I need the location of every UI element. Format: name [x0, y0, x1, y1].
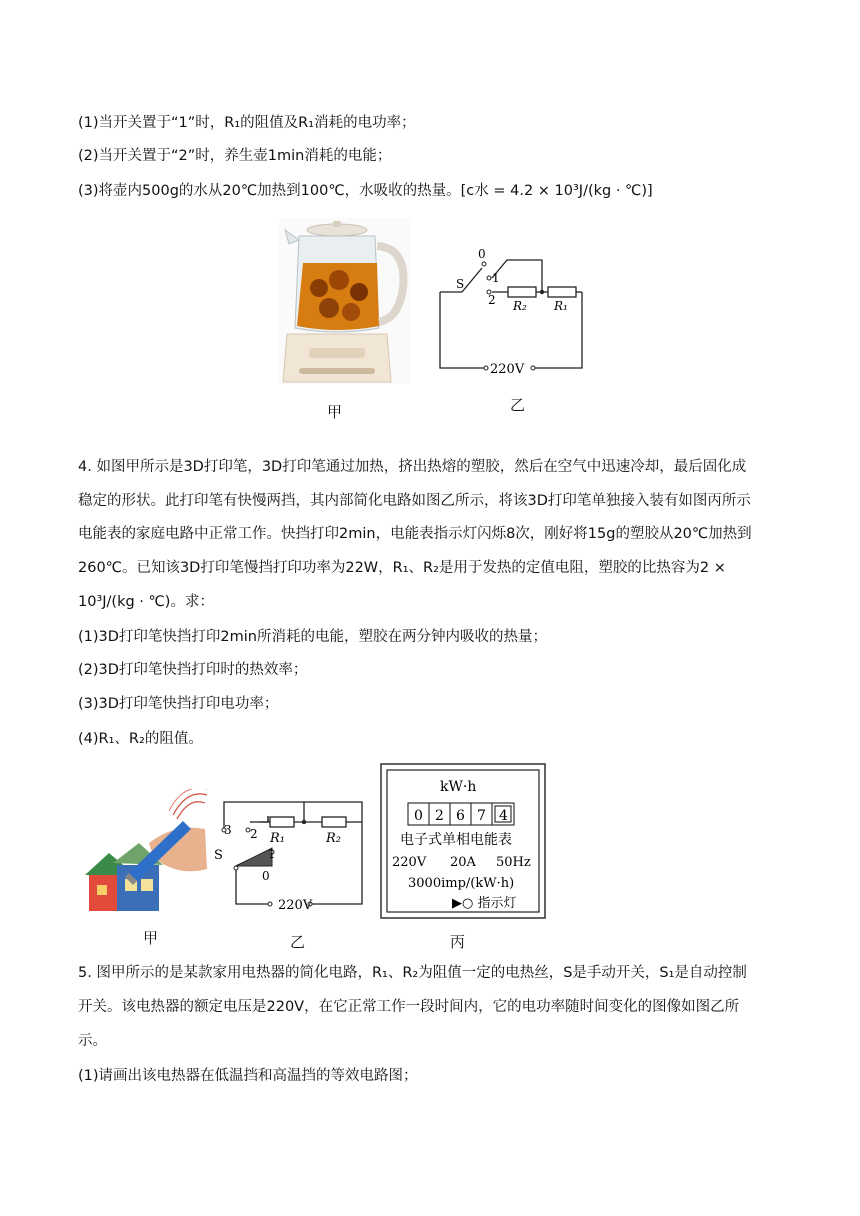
meter-constant: 3000imp/(kW·h) — [408, 876, 515, 891]
q4-switch-pos3-label: 3 — [224, 823, 232, 837]
q4-circuit-diagram — [212, 796, 372, 916]
q5-stem-line-1: 5. 图甲所示的是某款家用电热器的简化电路，R₁、R₂为阻值一定的电热丝，S是手动开关，S₁是自动控制 — [78, 965, 747, 981]
q4-stem-line-2: 稳定的形状。此打印笔有快慢两挡，其内部简化电路如图乙所示，将该3D打印笔单独接入装有如图丙所示 — [78, 493, 751, 509]
q3-fig-a-caption: 甲 — [327, 403, 343, 421]
q3-r1-label: R₁ — [554, 299, 568, 313]
meter-digit-1: 0 — [414, 808, 423, 824]
meter-name: 电子式单相电能表 — [400, 832, 512, 848]
q4-stem-line-4: 260℃。已知该3D打印笔慢挡打印功率为22W，R₁、R₂是用于发热的定值电阻，塑胶的比热容为2 × — [78, 560, 726, 576]
q5-item-1: (1)请画出该电热器在低温挡和高温挡的等效电路图； — [78, 1068, 418, 1084]
kettle-photo — [279, 218, 411, 384]
q4-fig-b-caption: 乙 — [290, 933, 306, 951]
q4-switch-pos2-label: 2 — [250, 827, 258, 841]
q4-r2-label: R₂ — [326, 831, 341, 846]
q4-voltage-label: 220V — [278, 898, 313, 913]
q3-voltage-label: 220V — [490, 362, 525, 377]
q4-stem-line-1: 4. 如图甲所示是3D打印笔，3D打印笔通过加热，挤出热熔的塑胶，然后在空气中迅速冷却，最后固化成 — [78, 459, 747, 475]
q4-stem-line-5: 10³J/(kg · ℃)。求： — [78, 594, 214, 610]
meter-digit-4: 7 — [477, 808, 486, 824]
meter-digit-3: 6 — [456, 808, 465, 824]
q4-fig-a-caption: 甲 — [143, 929, 159, 947]
q3-item-2: (2)当开关置于“2”时，养生壶1min消耗的电能； — [78, 148, 392, 164]
q3-fig-b-caption: 乙 — [510, 396, 526, 414]
q4-stem-line-3: 电能表的家庭电路中正常工作。快挡打印2min，电能表指示灯闪烁8次，刚好将15g的塑胶从20℃加热到 — [78, 526, 752, 542]
q4-switch-label: S — [214, 848, 223, 863]
q4-item-1: (1)3D打印笔快挡打印2min所消耗的电能，塑胶在两分钟内吸收的热量； — [78, 629, 547, 645]
meter-indicator-label: ▶○ 指示灯 — [452, 896, 517, 911]
q4-fig-c-caption: 丙 — [450, 933, 466, 951]
q4-switch-pos1-label: 1 — [268, 847, 276, 861]
meter-unit: kW·h — [440, 779, 477, 795]
q5-stem-line-2: 开关。该电热器的额定电压是220V，在它正常工作一段时间内，它的电功率随时间变化的图像如图乙所 — [78, 999, 740, 1015]
q4-item-4: (4)R₁、R₂的阻值。 — [78, 731, 203, 747]
meter-spec-current: 20A — [450, 855, 476, 870]
q4-switch-pos0-label: 0 — [262, 869, 270, 883]
electricity-meter — [380, 763, 546, 919]
q4-item-2: (2)3D打印笔快挡打印时的热效率； — [78, 662, 308, 678]
q3-switch-label: S — [456, 277, 465, 291]
q3-r2-label: R₂ — [513, 299, 527, 313]
q3-item-3: (3)将壶内500g的水从20℃加热到100℃，水吸收的热量。[c水 = 4.2 × 10³J/(kg · ℃)] — [78, 183, 653, 199]
q4-r1-label: R₁ — [270, 831, 285, 846]
meter-digit-2: 2 — [435, 808, 444, 824]
q3-item-1: (1)当开关置于“1”时，R₁的阻值及R₁消耗的电功率； — [78, 115, 416, 131]
q5-stem-line-3: 示。 — [78, 1033, 107, 1049]
meter-spec-voltage: 220V — [392, 855, 427, 870]
q3-switch-pos0-label: 0 — [478, 247, 486, 261]
q3-switch-pos2-label: 2 — [488, 293, 496, 307]
q3-circuit-diagram — [432, 240, 592, 380]
q4-item-3: (3)3D打印笔快挡打印电功率； — [78, 696, 279, 712]
meter-digit-5: 4 — [499, 808, 508, 824]
q3-switch-pos1-label: 1 — [492, 271, 500, 285]
meter-spec-freq: 50Hz — [496, 855, 531, 870]
3d-pen-photo — [79, 789, 209, 915]
